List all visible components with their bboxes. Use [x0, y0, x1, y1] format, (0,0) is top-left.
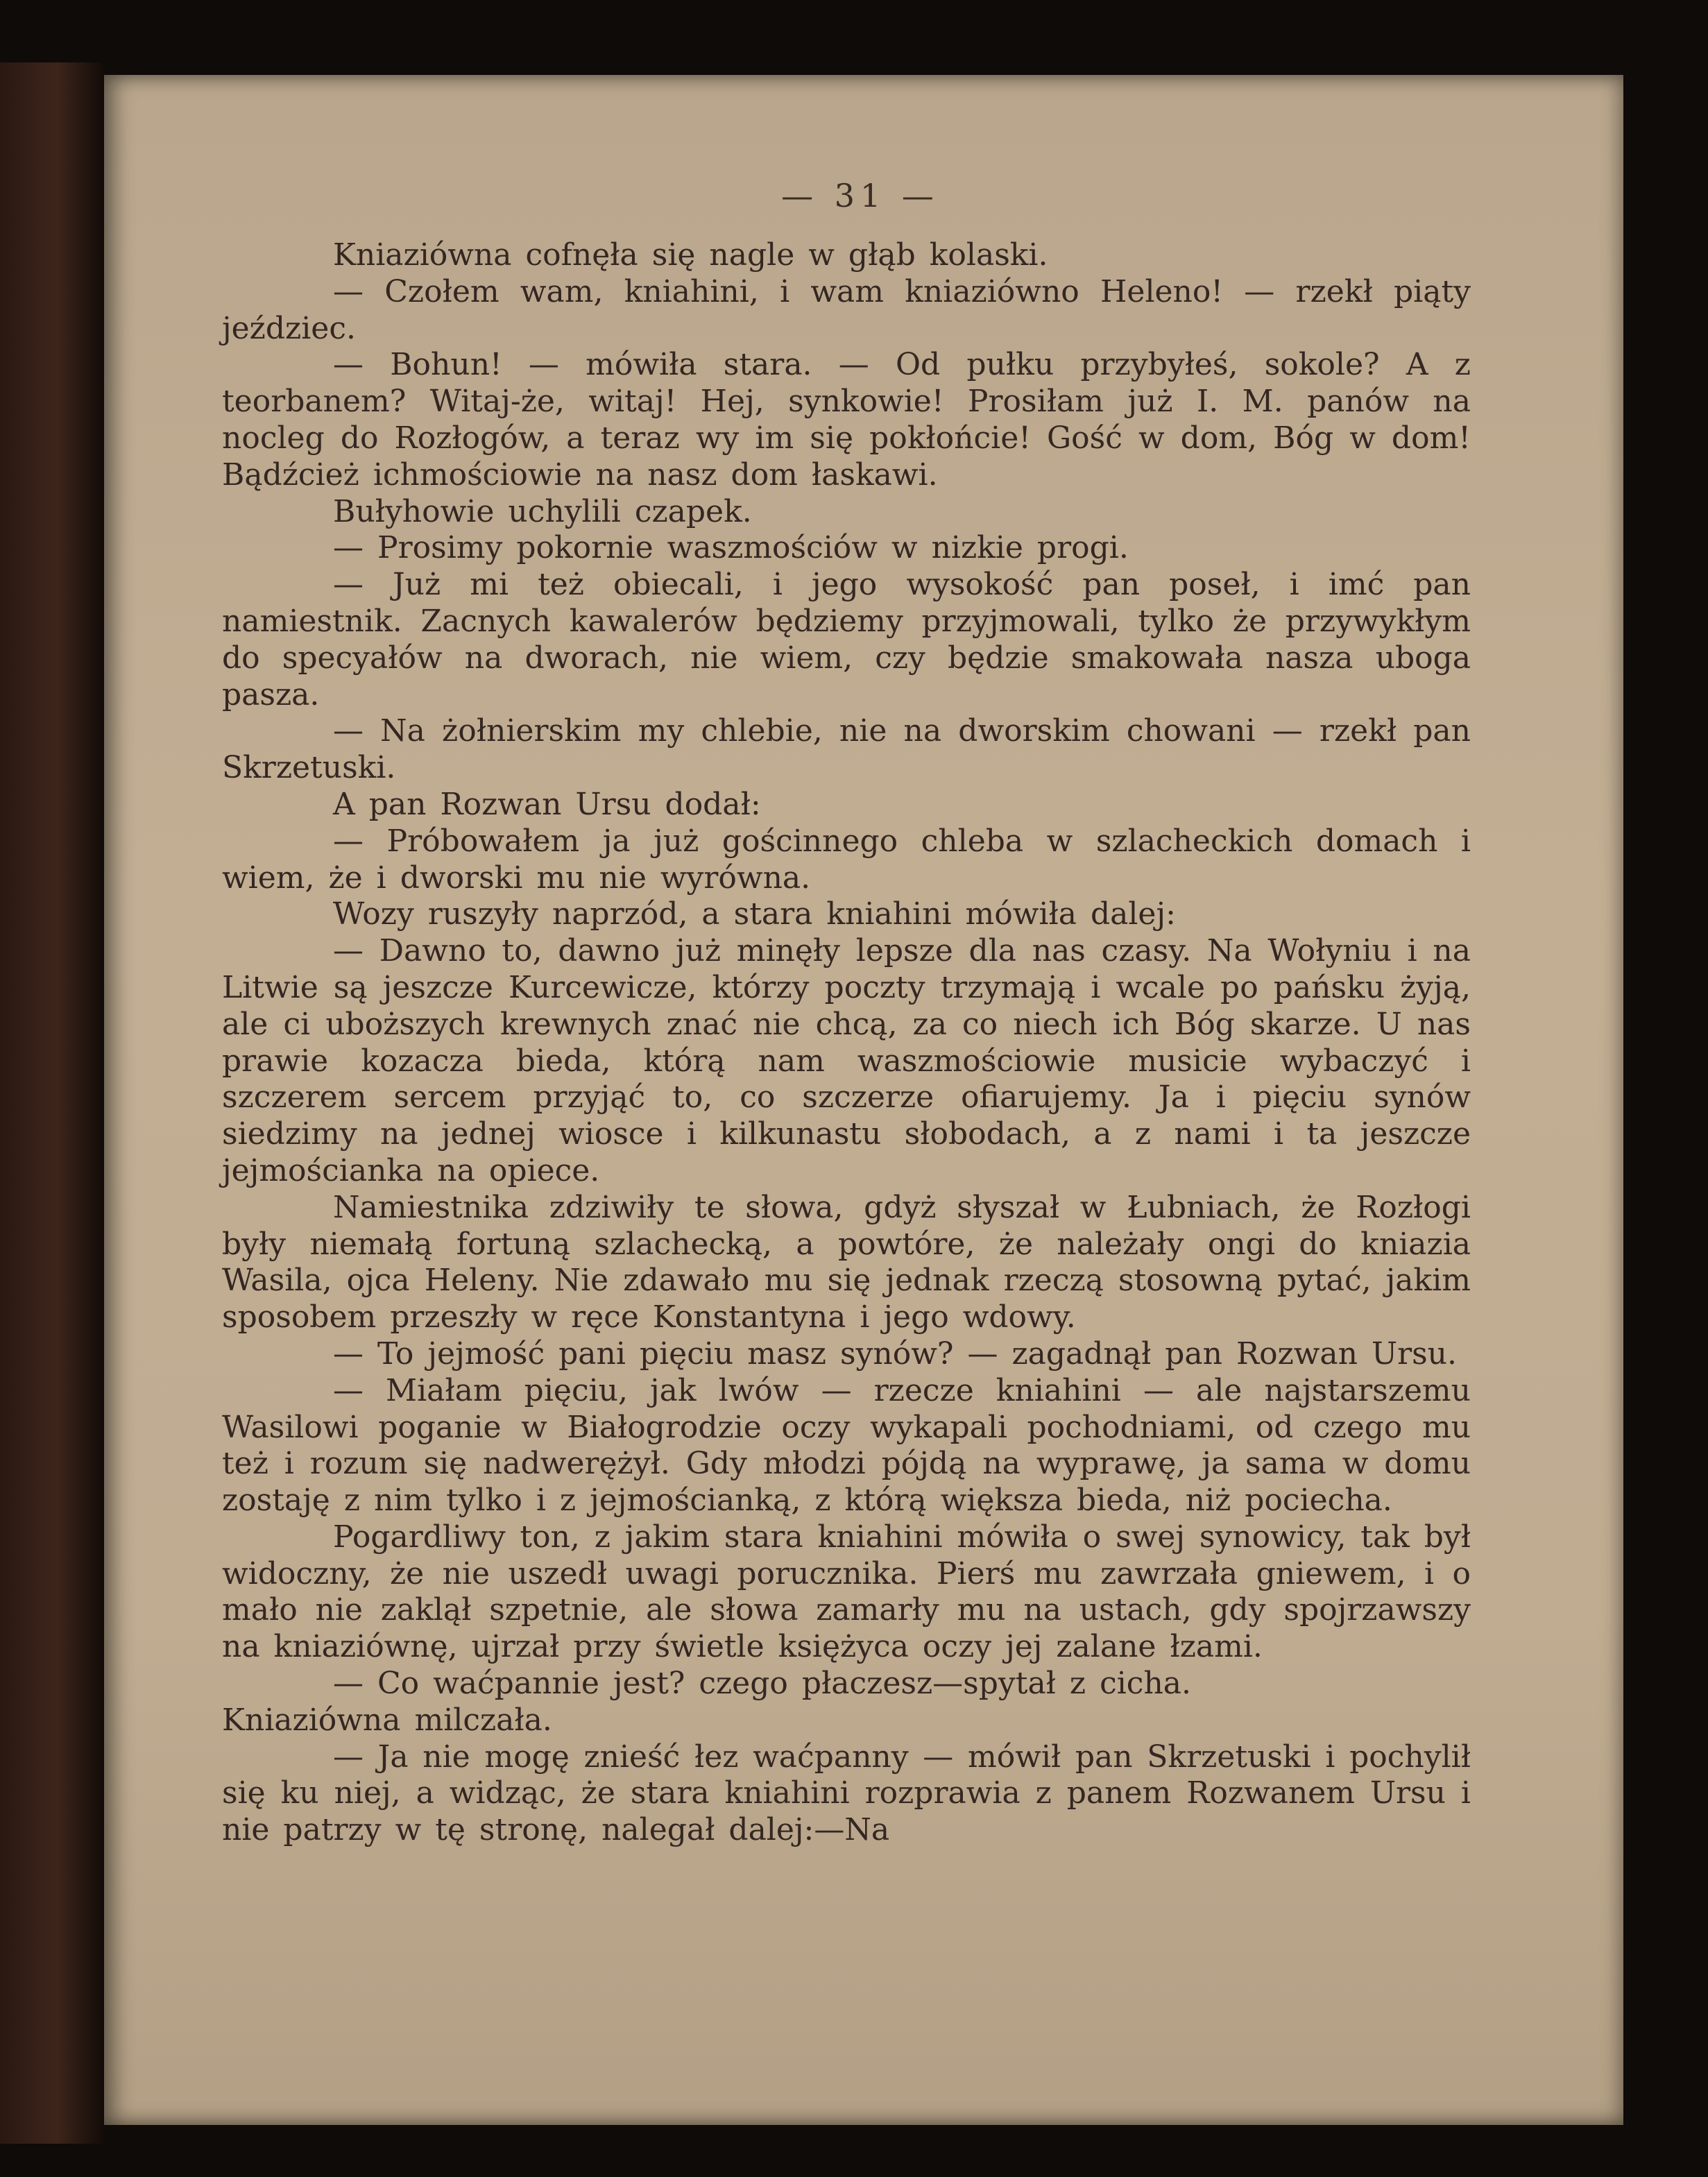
- paragraph: Kniaziówna milczała.: [222, 1702, 552, 1738]
- paragraph: — Prosimy pokornie waszmościów w nizkie progi.: [333, 530, 1129, 566]
- paragraph: — Próbowałem ja już gościnnego chleba w szlacheckich domach i wiem, że i dworski mu nie wyrówna.: [222, 823, 1471, 896]
- book-spine-edge: [0, 62, 104, 2144]
- paragraph: — Już mi też obiecali, i jego wysokość pan poseł, i imć pan namiestnik. Zacnych kawalerów będziemy przyjmowali, tylko że przywykłym do specyałów na dworach, nie wiem, czy będzie smakowała nasza uboga pasza.: [222, 567, 1471, 712]
- paragraph: Bułyhowie uchylili czapek.: [333, 493, 752, 529]
- paragraph: — Na żołnierskim my chlebie, nie na dworskim chowani — rzekł pan Skrzetuski.: [222, 713, 1471, 786]
- paragraph: — To jejmość pani pięciu masz synów? — zagadnął pan Rozwan Ursu.: [333, 1335, 1458, 1372]
- paragraph: — Ja nie mogę znieść łez waćpanny — mówił pan Skrzetuski i pochylił się ku niej, a widząc, że stara kniahini rozprawia z panem Rozwanem Ursu i nie patrzy w tę stronę, nalegał dalej:—Na: [222, 1739, 1471, 1848]
- paragraph: Kniaziówna cofnęła się nagle w głąb kolaski.: [333, 237, 1048, 273]
- paragraph: — Co waćpannie jest? czego płaczesz—spytał z cicha.: [333, 1666, 1192, 1702]
- paragraph: — Bohun! — mówiła stara. — Od pułku przybyłeś, sokole? A z teorbanem? Witaj-że, witaj! Hej, synkowie! Prosiłam już I. M. panów na nocleg do Rozłogów, a teraz wy im się pokłońcie! Gość w dom, Bóg w dom! Bądźcież ichmościowie na nasz dom łaskawi.: [222, 347, 1471, 493]
- paragraph: — Dawno to, dawno już minęły lepsze dla nas czasy. Na Wołyniu i na Litwie są jeszcze Kurcewicze, którzy poczty trzymają i wcale po pańsku żyją, ale ci uboższych krewnych znać nie chcą, za co niech ich Bóg skarze. U nas prawie kozacza bieda, którą nam waszmościowie musicie wybaczyć i szczerem sercem przyjąć to, co szczerze ofiarujemy. Ja i pięciu synów siedzimy na jednej wiosce i kilkunastu słobodach, a z nami i ta jeszcze jejmościanka na opiece.: [222, 933, 1471, 1188]
- paragraph: Namiestnika zdziwiły te słowa, gdyż słyszał w Łubniach, że Rozłogi były niemałą fortuną szlachecką, a powtóre, że należały ongi do kniazia Wasila, ojca Heleny. Nie zdawało mu się jednak rzeczą stosowną pytać, jakim sposobem przeszły w ręce Konstantyna i jego wdowy.: [222, 1189, 1471, 1335]
- page-body-text: [222, 237, 1471, 1849]
- paragraph: Wozy ruszyły naprzód, a stara kniahini mówiła dalej:: [333, 896, 1176, 932]
- page-number-header: — 31 —: [781, 177, 939, 214]
- paragraph: A pan Rozwan Ursu dodał:: [333, 786, 761, 822]
- paragraph: — Miałam pięciu, jak lwów — rzecze kniahini — ale najstarszemu Wasilowi poganie w Białogrodzie oczy wykapali pochodniami, od czego mu też i rozum się nadwerężył. Gdy młodzi pójdą na wyprawę, ja sama w domu zostaję z nim tylko i z jejmościanką, z którą większa bieda, niż pociecha.: [222, 1372, 1471, 1519]
- paragraph: — Czołem wam, kniahini, i wam kniaziówno Heleno! — rzekł piąty jeździec.: [222, 273, 1471, 346]
- paragraph: Pogardliwy ton, z jakim stara kniahini mówiła o swej synowicy, tak był widoczny, że nie uszedł uwagi porucznika. Pierś mu zawrzała gniewem, i o mało nie zaklął szpetnie, ale słowa zamarły mu na ustach, gdy spojrzawszy na kniaziównę, ujrzał przy świetle księżyca oczy jej zalane łzami.: [222, 1519, 1471, 1665]
